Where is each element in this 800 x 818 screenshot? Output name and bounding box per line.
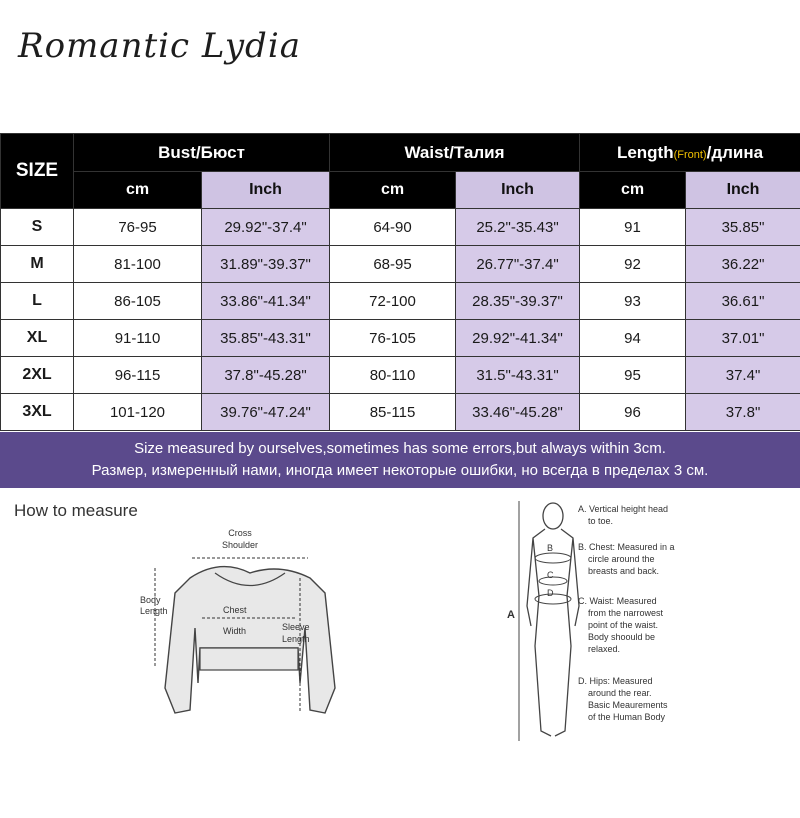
length-cm: 95 — [580, 357, 686, 394]
waist-header: Waist/Талия — [330, 134, 580, 172]
bust-cm: 91-110 — [74, 320, 202, 357]
length-inch: 37.01" — [686, 320, 800, 357]
waist-inch: 29.92"-41.34" — [456, 320, 580, 357]
length-cm: 93 — [580, 283, 686, 320]
bust-inch: 37.8"-45.28" — [202, 357, 330, 394]
waist-cm: 72-100 — [330, 283, 456, 320]
size-chart-table — [0, 133, 800, 431]
label-c: C — [547, 570, 554, 580]
legend-c: C. Waist: Measured from the narrowest point of the waist. Body shoould be relaxed. — [578, 596, 664, 654]
table-row — [1, 283, 800, 320]
bust-cm: 81-100 — [74, 246, 202, 283]
waist-inch: 33.46"-45.28" — [456, 394, 580, 431]
size-label: 2XL — [1, 357, 74, 394]
table-row — [1, 246, 800, 283]
waist-cm: 64-90 — [330, 209, 456, 246]
measurement-note — [0, 432, 800, 488]
measure-legend — [576, 502, 726, 742]
length-cm: 92 — [580, 246, 686, 283]
garment-measure-diagram — [120, 518, 460, 818]
waist-cm-header: cm — [330, 172, 456, 209]
size-header: SIZE — [1, 134, 74, 209]
waist-cm: 85-115 — [330, 394, 456, 431]
how-to-measure-title: How to measure — [14, 501, 138, 521]
length-cm: 96 — [580, 394, 686, 431]
bust-inch: 39.76"-47.24" — [202, 394, 330, 431]
length-inch: 37.8" — [686, 394, 800, 431]
bust-inch: 33.86"-41.34" — [202, 283, 330, 320]
table-row — [1, 357, 800, 394]
size-label: L — [1, 283, 74, 320]
bust-inch: 31.89"-39.37" — [202, 246, 330, 283]
waist-inch: 25.2"-35.43" — [456, 209, 580, 246]
length-cm: 91 — [580, 209, 686, 246]
waist-inch: 28.35"-39.37" — [456, 283, 580, 320]
length-header-front: (Front) — [674, 149, 707, 161]
note-line-ru: Размер, измеренный нами, иногда имеет некоторые ошибки, но всегда в пределах 3 см. — [0, 460, 800, 482]
length-inch: 36.22" — [686, 246, 800, 283]
bust-cm: 86-105 — [74, 283, 202, 320]
brand-logo: Romantic Lydia — [18, 26, 301, 66]
size-label: 3XL — [1, 394, 74, 431]
chest-circle — [535, 553, 571, 563]
chest-width-label: Chest — [223, 605, 247, 615]
cross-shoulder-label: Cross — [228, 528, 252, 538]
legend-d: D. Hips: Measured around the rear. Basic Meaurements of the Human Body — [578, 676, 668, 722]
size-label: S — [1, 209, 74, 246]
sleeve-length-label-2: Length — [282, 634, 310, 644]
sleeve-length-label: Sleeve — [282, 622, 310, 632]
waist-inch: 31.5"-43.31" — [456, 357, 580, 394]
note-line-en: Size measured by ourselves,sometimes has some errors,but always within 3cm. — [0, 438, 800, 460]
bust-header: Bust/Бюст — [74, 134, 330, 172]
bust-cm: 101-120 — [74, 394, 202, 431]
legend-a: A. Vertical height head to toe. — [578, 504, 668, 526]
table-row — [1, 320, 800, 357]
bust-cm: 96-115 — [74, 357, 202, 394]
bust-inch: 29.92"-37.4" — [202, 209, 330, 246]
length-inch: 36.61" — [686, 283, 800, 320]
length-inch-header: Inch — [686, 172, 800, 209]
length-cm: 94 — [580, 320, 686, 357]
table-row — [1, 209, 800, 246]
bust-inch-header: Inch — [202, 172, 330, 209]
label-a: A — [507, 609, 515, 621]
length-inch: 35.85" — [686, 209, 800, 246]
waist-cm: 76-105 — [330, 320, 456, 357]
label-b: B — [547, 543, 553, 553]
size-label: M — [1, 246, 74, 283]
bust-inch: 35.85"-43.31" — [202, 320, 330, 357]
how-to-measure-section — [0, 488, 800, 800]
chest-width-label-2: Width — [223, 626, 246, 636]
table-row — [1, 394, 800, 431]
waist-cm: 68-95 — [330, 246, 456, 283]
body-length-label: Body — [140, 595, 161, 605]
body-length-label-2: Length — [140, 606, 168, 616]
length-inch: 37.4" — [686, 357, 800, 394]
size-label: XL — [1, 320, 74, 357]
bust-cm: 76-95 — [74, 209, 202, 246]
waist-inch: 26.77"-37.4" — [456, 246, 580, 283]
length-header: Length(Front)/длина — [580, 134, 800, 172]
label-d: D — [547, 588, 554, 598]
legend-b: B. Chest: Measured in a circle around the breasts and back. — [578, 542, 675, 576]
length-cm-header: cm — [580, 172, 686, 209]
bust-cm-header: cm — [74, 172, 202, 209]
waist-inch-header: Inch — [456, 172, 580, 209]
waist-cm: 80-110 — [330, 357, 456, 394]
cross-shoulder-label-2: Shoulder — [222, 540, 258, 550]
